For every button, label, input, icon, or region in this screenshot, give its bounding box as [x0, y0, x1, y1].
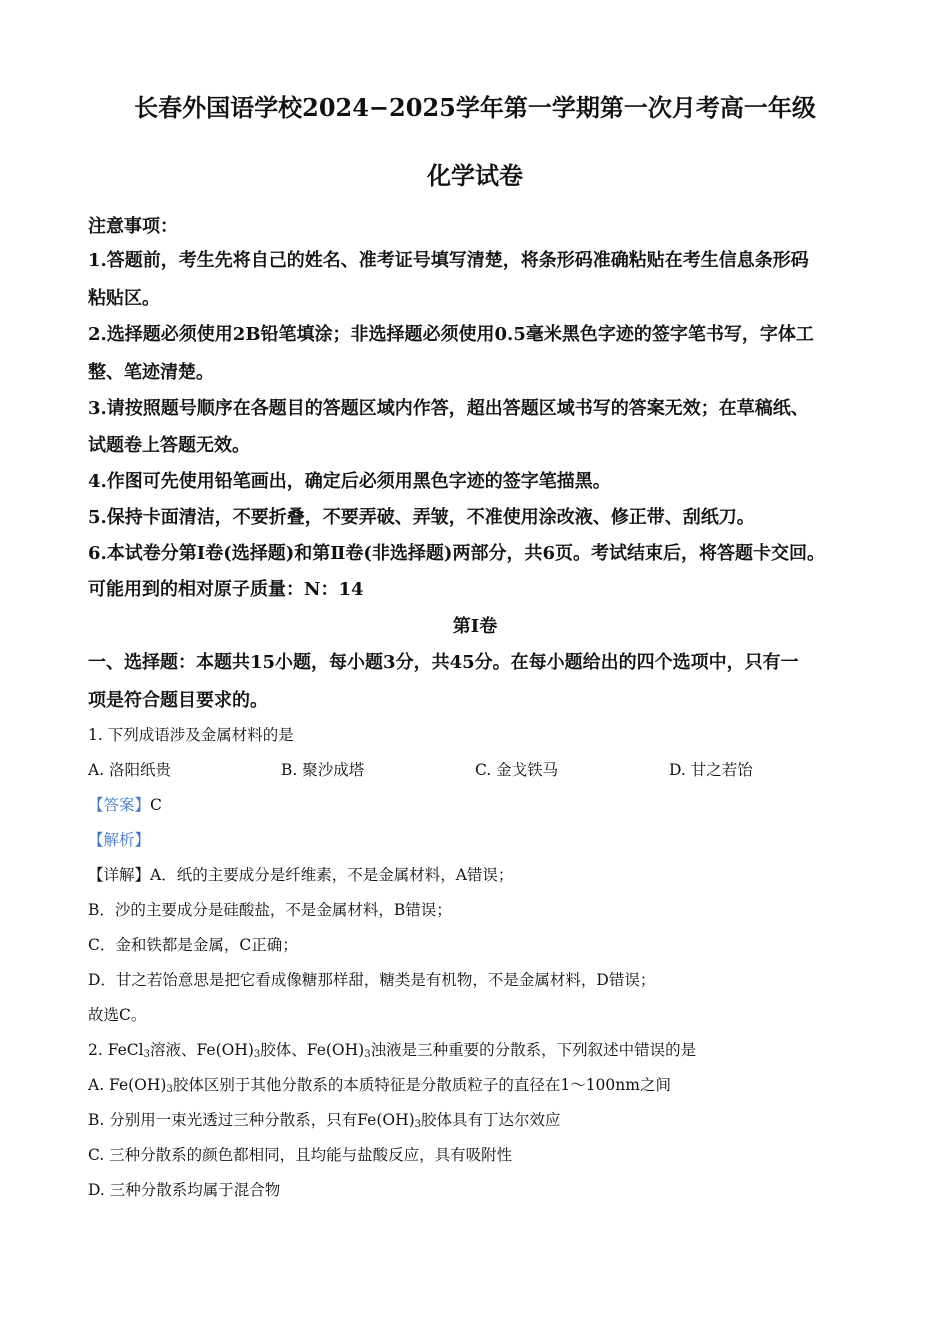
q1-option-b: B. 聚沙成塔: [281, 761, 365, 779]
section-heading-cont: 项是符合题目要求的。: [88, 690, 268, 711]
notice-item: 5.保持卡面清洁，不要折叠，不要弄破、弄皱，不准使用涂改液、修正带、刮纸刀。: [88, 507, 755, 528]
part-heading: 第Ⅰ卷: [452, 616, 498, 637]
notice-item: 1.答题前，考生先将自己的姓名、准考证号填写清楚，将条形码准确粘贴在考生信息条形码: [88, 250, 809, 271]
atomic-mass-note: 可能用到的相对原子质量：N：14: [88, 579, 364, 600]
subscript: 3: [143, 1049, 150, 1060]
option-part: 胶体区别于其他分散系的本质特征是分散质粒子的直径在1～100nm之间: [172, 1076, 671, 1094]
option-part: 胶体具有丁达尔效应: [421, 1111, 561, 1129]
q1-conclusion: 故选C。: [88, 1006, 147, 1024]
q2-stem: [88, 1038, 870, 1060]
q1-detail: [88, 863, 870, 885]
stem-part: 2. FeCl: [88, 1041, 144, 1059]
notice-item: 2.选择题必须使用2B铅笔填涂；非选择题必须使用0.5毫米黑色字迹的签字笔书写，字体工: [88, 324, 814, 345]
q1-detail-line: C．金和铁都是金属，C正确；: [88, 936, 298, 954]
subscript: 3: [166, 1084, 173, 1095]
notice-item: 3.请按照题号顺序在各题目的答题区域内作答，超出答题区域书写的答案无效；在草稿纸、: [88, 398, 809, 419]
q1-detail-line: B．沙的主要成分是硅酸盐，不是金属材料，B错误；: [88, 901, 452, 919]
q2-option-a: [88, 1073, 870, 1095]
stem-part: 胶体、Fe(OH): [260, 1041, 365, 1059]
stem-part: 浊液是三种重要的分散系，下列叙述中错误的是: [370, 1041, 697, 1059]
q2-option-d: D. 三种分散系均属于混合物: [88, 1181, 281, 1199]
exam-subtitle: 化学试卷: [427, 161, 523, 190]
q1-detail-line: D．甘之若饴意思是把它看成像糖那样甜，糖类是有机物，不是金属材料，D错误；: [88, 971, 656, 989]
q2-option-c: C. 三种分散系的颜色都相同，且均能与盐酸反应，具有吸附性: [88, 1146, 513, 1164]
option-part: A. Fe(OH): [88, 1076, 167, 1094]
q1-stem: 1. 下列成语涉及金属材料的是: [88, 726, 294, 744]
exam-title: 长春外国语学校2024−2025学年第一学期第一次月考高一年级: [134, 93, 816, 122]
notice-item: 粘贴区。: [88, 288, 160, 309]
q1-answer: [88, 793, 870, 815]
q2-option-b: [88, 1108, 870, 1130]
answer-label: 【答案】: [88, 796, 151, 814]
answer-value: C: [150, 796, 162, 814]
detail-label: 【详解】: [88, 866, 151, 884]
q1-option-d: D. 甘之若饴: [669, 761, 753, 779]
detail-line: A．纸的主要成分是纤维素，不是金属材料，A错误；: [150, 866, 514, 884]
notice-heading: 注意事项：: [88, 216, 178, 237]
notice-item: 6.本试卷分第Ⅰ卷(选择题)和第Ⅱ卷(非选择题)两部分，共6页。考试结束后，将答题卡交回。: [88, 543, 825, 564]
subscript: 3: [414, 1119, 422, 1130]
q1-option-c: C. 金戈铁马: [475, 761, 559, 779]
notice-item: 整、笔迹清楚。: [88, 362, 214, 383]
notice-item: 试题卷上答题无效。: [88, 435, 250, 456]
subscript: 3: [364, 1049, 371, 1060]
notice-item: 4.作图可先使用铅笔画出，确定后必须用黑色字迹的签字笔描黑。: [88, 471, 611, 492]
q1-option-a: A. 洛阳纸贵: [88, 761, 172, 779]
option-part: B. 分别用一束光透过三种分散系，只有Fe(OH): [88, 1111, 415, 1129]
subscript: 3: [253, 1049, 261, 1060]
stem-part: 溶液、Fe(OH): [150, 1041, 254, 1059]
q1-analysis-label: 【解析】: [88, 831, 151, 849]
section-heading: 一、选择题：本题共15小题，每小题3分，共45分。在每小题给出的四个选项中，只有一: [88, 652, 799, 673]
